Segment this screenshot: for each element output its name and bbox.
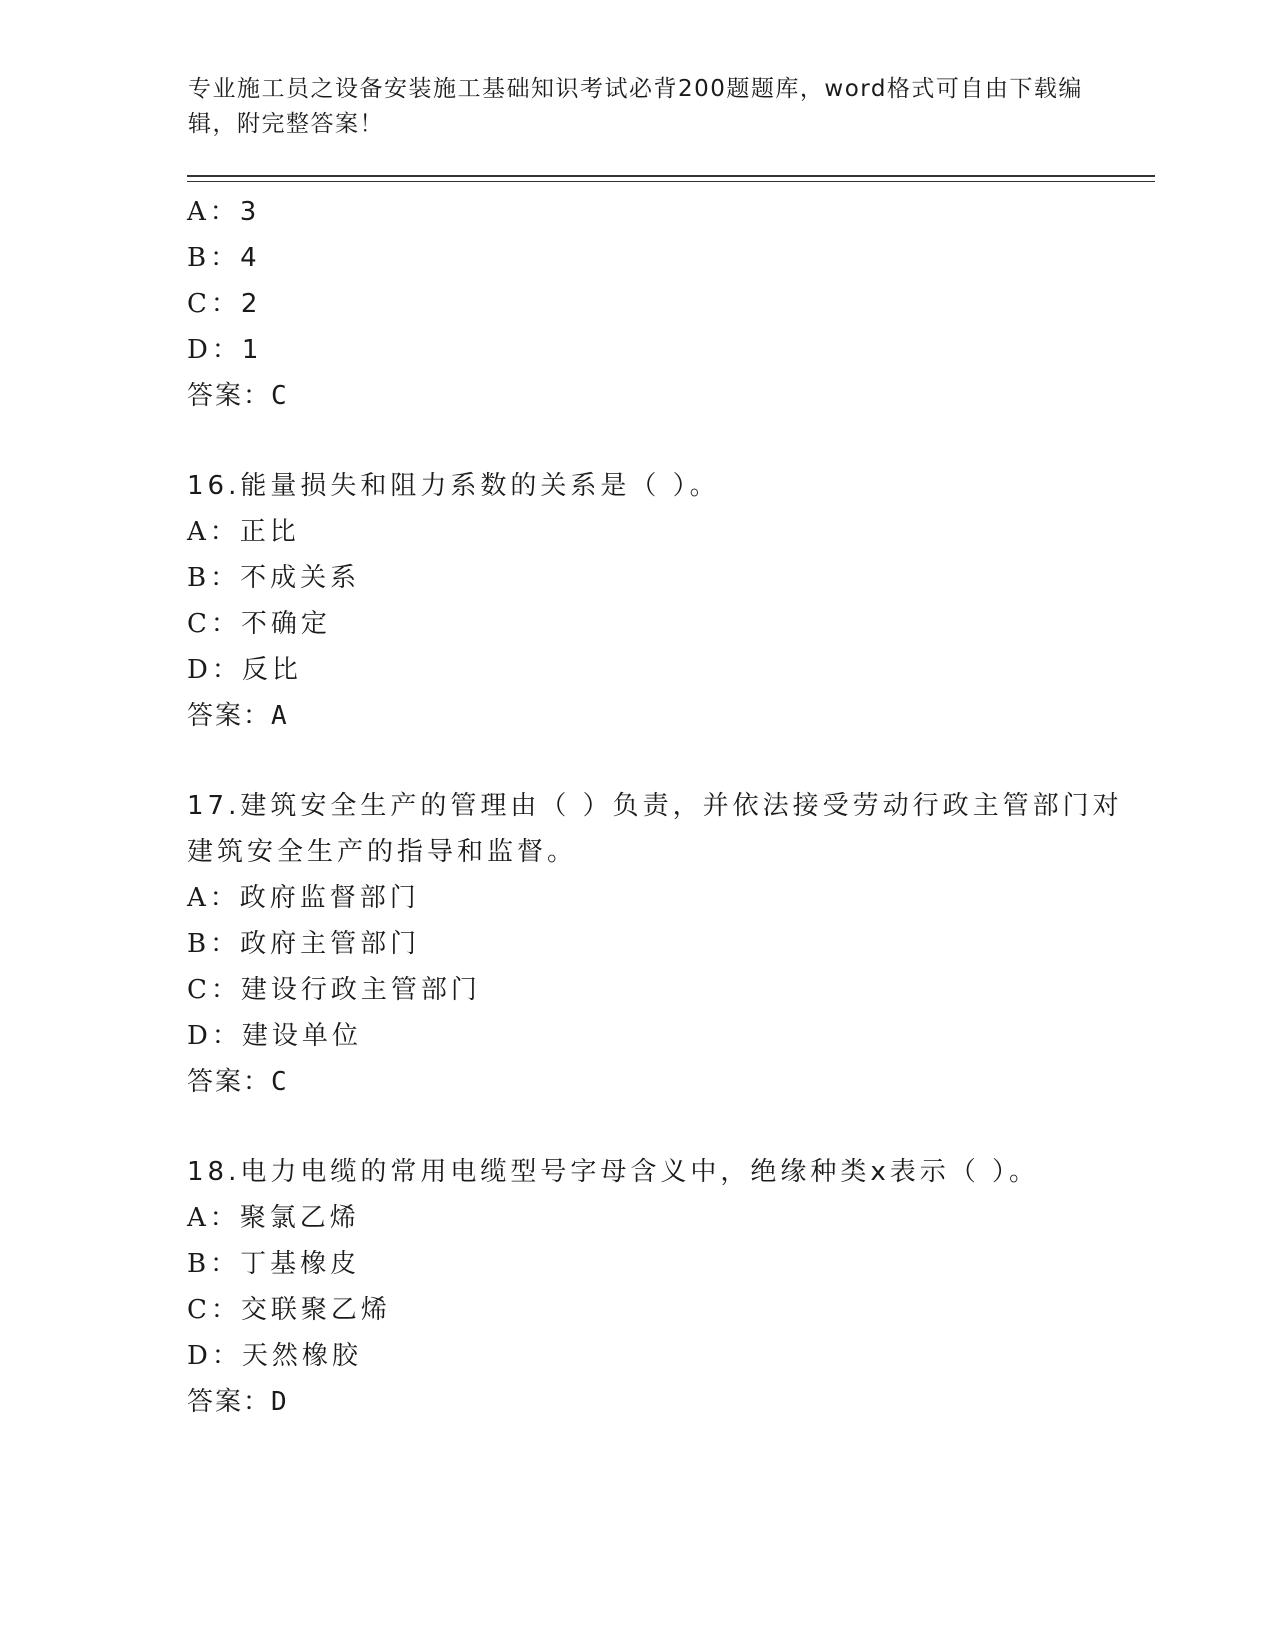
option-text: 反比 [241, 655, 302, 685]
document-body [187, 189, 1147, 1425]
option-letter: A： [187, 883, 240, 913]
answer-value: C [271, 381, 287, 411]
answer-line [187, 1059, 1147, 1105]
option-text: 建设行政主管部门 [240, 975, 481, 1005]
option-a [187, 509, 1147, 555]
option-text: 正比 [239, 517, 300, 547]
option-d [187, 1013, 1147, 1059]
option-text: 天然橡胶 [241, 1341, 362, 1371]
question-stem: 18.电力电缆的常用电缆型号字母含义中，绝缘种类x表示（ ）。 [187, 1157, 1040, 1187]
option-text: 不成关系 [240, 563, 361, 593]
option-a [187, 189, 1147, 235]
option-b [187, 921, 1147, 967]
answer-label: 答案： [187, 701, 272, 731]
answer-line [187, 693, 1147, 739]
header-rule-bottom [187, 181, 1155, 182]
option-letter: A： [187, 517, 240, 547]
option-text: 聚氯乙烯 [239, 1203, 360, 1233]
question-stem: 17.建筑安全生产的管理由（ ）负责，并依法接受劳动行政主管部门对建筑安全生产的指导和监督。 [187, 791, 1123, 867]
option-a [187, 875, 1147, 921]
option-d [187, 1333, 1147, 1379]
option-letter: D： [187, 335, 242, 365]
option-b [187, 555, 1147, 601]
option-letter: A： [187, 197, 240, 227]
header-rule-top [187, 175, 1155, 177]
option-letter: B： [187, 1249, 241, 1279]
option-text: 丁基橡皮 [240, 1249, 361, 1279]
question-block-18 [187, 1149, 1147, 1425]
option-letter: C： [187, 289, 241, 319]
option-b [187, 235, 1147, 281]
option-text: 建设单位 [241, 1021, 362, 1051]
option-c [187, 281, 1147, 327]
option-letter: B： [187, 243, 241, 273]
option-d [187, 327, 1147, 373]
option-text: 4 [240, 243, 261, 273]
option-a [187, 1195, 1147, 1241]
option-d [187, 647, 1147, 693]
question-block-16 [187, 463, 1147, 739]
option-text: 2 [240, 289, 262, 319]
option-letter: C： [187, 975, 241, 1005]
option-c [187, 601, 1147, 647]
question-block-17 [187, 783, 1147, 1105]
option-letter: B： [187, 929, 241, 959]
option-letter: D： [187, 1021, 242, 1051]
option-c [187, 1287, 1147, 1333]
option-letter: B： [187, 563, 241, 593]
answer-value: A [271, 701, 287, 731]
option-text: 1 [241, 335, 263, 365]
answer-line [187, 1379, 1147, 1425]
answer-label: 答案： [187, 1387, 272, 1417]
option-letter: C： [187, 1295, 241, 1325]
option-text: 3 [239, 197, 261, 227]
answer-value: C [271, 1067, 287, 1097]
option-letter: C： [187, 609, 241, 639]
option-letter: A： [187, 1203, 240, 1233]
option-text: 不确定 [240, 609, 331, 639]
answer-value: D [271, 1387, 287, 1417]
option-b [187, 1241, 1147, 1287]
question-stem: 16.能量损失和阻力系数的关系是（ ）。 [187, 471, 720, 501]
answer-label: 答案： [187, 381, 272, 411]
option-letter: D： [187, 1341, 242, 1371]
option-text: 交联聚乙烯 [240, 1295, 391, 1325]
option-text: 政府主管部门 [240, 929, 421, 959]
answer-line [187, 373, 1147, 419]
question-block-15 [187, 189, 1147, 419]
option-c [187, 967, 1147, 1013]
option-letter: D： [187, 655, 242, 685]
document-header: 专业施工员之设备安装施工基础知识考试必背200题题库，word格式可自由下载编辑，附完整答案！ [188, 76, 1083, 137]
option-text: 政府监督部门 [239, 883, 420, 913]
answer-label: 答案： [187, 1067, 272, 1097]
